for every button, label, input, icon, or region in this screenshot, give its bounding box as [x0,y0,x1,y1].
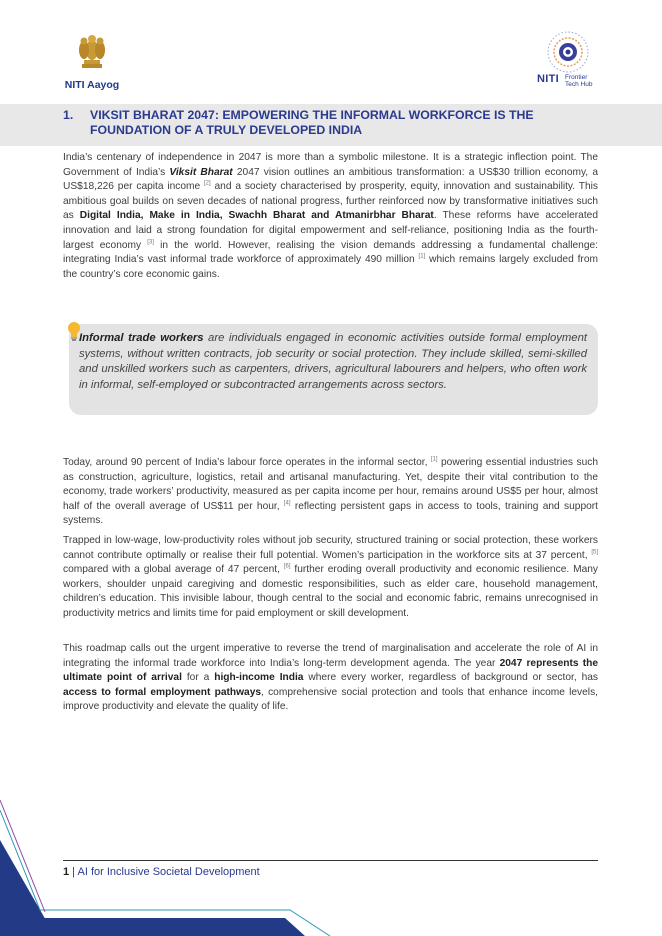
section-number: 1. [63,108,74,122]
ftf-subtitle-line-2: Tech Hub [565,81,593,88]
page-footer [63,866,260,878]
section-title: VIKSIT BHARAT 2047: EMPOWERING THE INFORMAL WORKFORCE IS THE FOUNDATION OF A TRULY DEVELOPED INDIA [90,108,534,137]
footer-title: AI for Inclusive Societal Development [77,866,260,878]
ftf-niti-word: NITI [537,73,559,85]
intro-paragraph: India’s centenary of independence in 2047 is more than a symbolic milestone. It is a strategic inflection point. The Government of India’s Viksit Bharat 2047 vision outlines an ambitious transformation: a US$30 trillion economy, a US$18,226 per capita income [2] and a society characterised by prosperity, equity, innovation and sustainability. This ambitious goal builds on seven decades of national progress, further reinforced now by transformative initiatives such as Digital India, Make in India, Swachh Bharat and Atmanirbhar Bharat. These reforms have accelerated innovation and laid a strong foundation for digital empowerment and self-reliance, positioning India as the fourth-largest economy [3] in the world. However, realising the vision demands addressing a fundamental challenge: integrating India’s vast informal trade workforce of approximately 490 million [1] which remains largely excluded from the country’s core economic gains. [63,152,599,280]
roadmap-paragraph: This roadmap calls out the urgent imperative to reverse the trend of marginalisation and accelerate the role of AI in integrating the informal trade workforce into India’s long-term development agenda. The year 2047 represents the ultimate point of arrival for a high-income India where every worker, regardless of background or sector, has access to formal employment pathways, comprehensive social protection and tools that enhance income levels, improve productivity and elevate the quality of life. [63,643,598,713]
reference-mark: [1] [418,253,426,260]
footer-rule [63,860,598,861]
reference-mark: [1] [430,456,438,463]
ftf-subtitle-line-1: Frontier [565,74,588,81]
frontier-tech-hub-emblem-icon [535,30,601,74]
callout-definition: Informal trade workers are individuals engaged in economic activities outside formal employment systems, without written contracts, job security or social protection. They include skilled, semi-skilled and unskilled workers such as carpenters, drivers, agricultural labourers and helpers, who often work in informal, self-employed or subcontracted arrangements across sectors. [79,332,587,391]
page-number: 1 [63,866,70,878]
niti-aayog-caption: NITI Aayog [64,79,120,91]
reference-mark: [3] [147,239,154,246]
reference-mark: [5] [591,549,598,556]
reference-mark: [4] [283,500,291,507]
footer-separator: | [69,866,78,878]
labour-force-paragraph: Today, around 90 percent of India’s labour force operates in the informal sector, [1] powering essential industries such as construction, agriculture, logistics, retail and artisanal manufacturing. Yet, despite their vital contribution to the economy, trade workers’ productivity, measured as per capita income per hour, remains around US$5 per hour, almost half of the overall average of US$11 per hour, [4] reflecting persistent gaps in access to tools, training and support systems. [63,456,599,527]
low-wage-paragraph: Trapped in low-wage, low-productivity roles without job security, structured training or social protection, these workers cannot contribute optimally or realise their full potential. Women’s participation in the workforce sits at 37 percent, [5] compared with a global average of 47 percent, [6] further eroding overall productivity and economic resilience. Many workers, shoulder unpaid caregiving and domestic responsibilities, such as elder care, household management, children’s education. This invisible labour, though central to the social and economic fabric, remains unrecognised in productivity metrics and limits time for paid employment or skill development. [63,535,598,619]
reference-mark: [2] [204,180,211,187]
ftf-subtitle [565,74,592,88]
niti-aayog-logo [62,30,122,91]
reference-mark: [6] [283,563,291,570]
callout-term: Informal trade workers [79,332,204,344]
national-emblem-icon [72,30,112,72]
